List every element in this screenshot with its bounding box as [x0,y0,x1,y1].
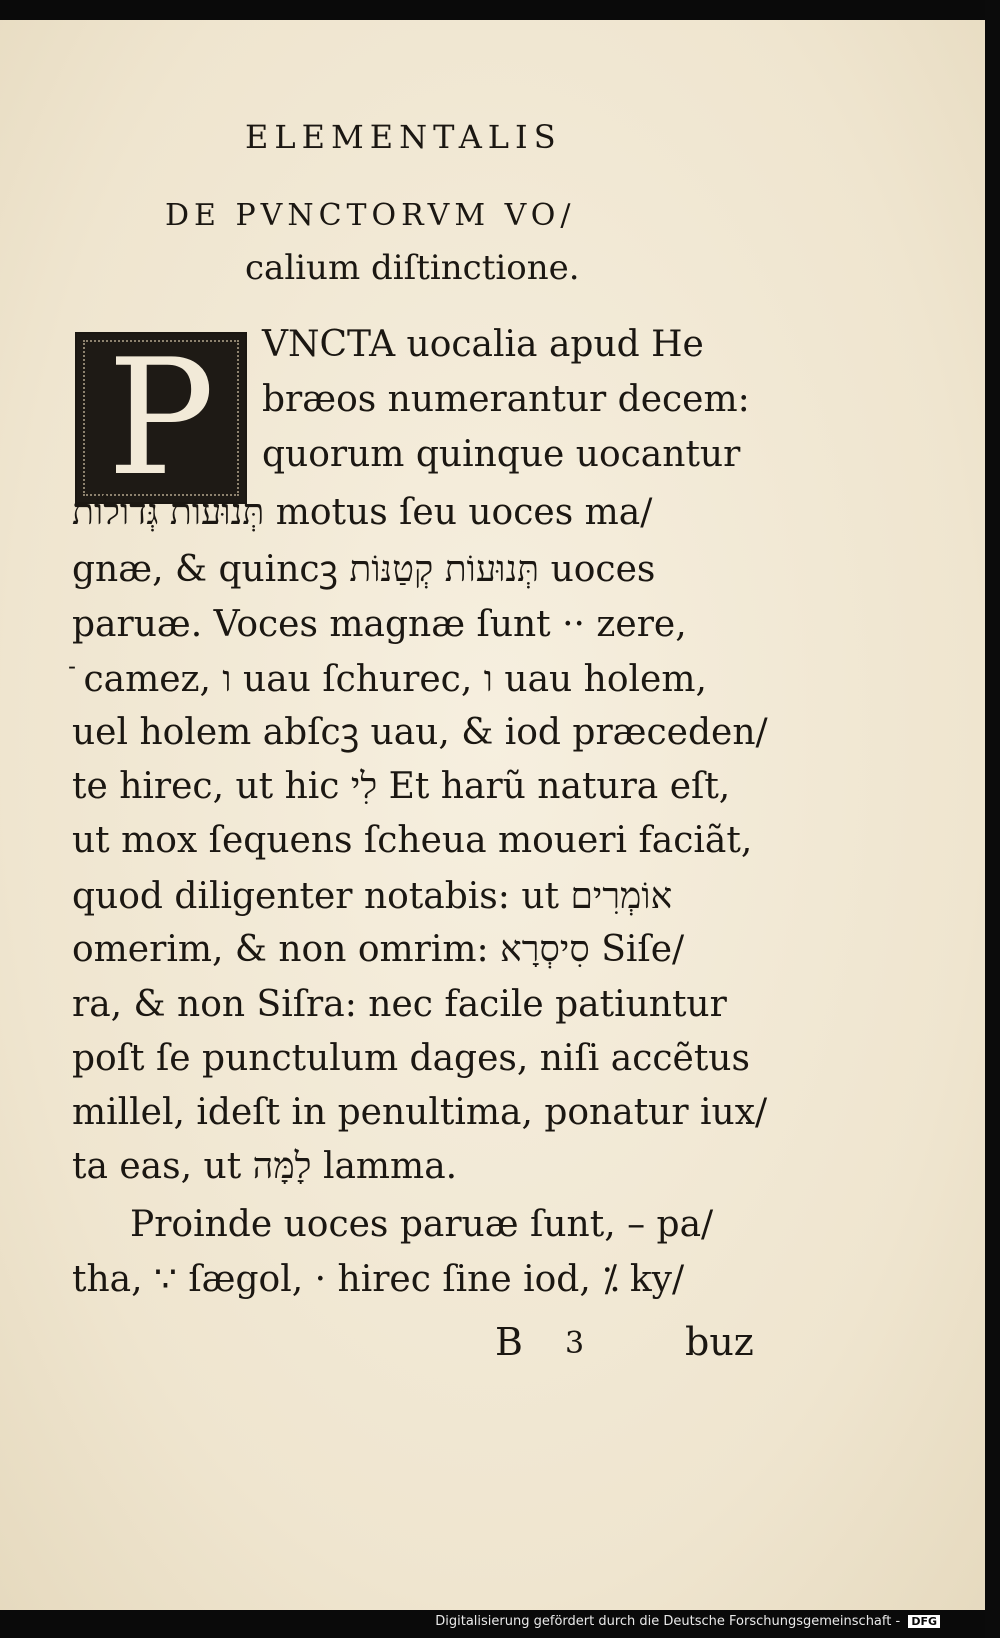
folio-number: 3 [565,1326,585,1361]
signature-mark: B [495,1320,523,1364]
text-line-11: quod diligenter notabis: ut אוֹמְרִים [72,876,673,917]
text-line-17: Proinde uoces paruæ ſunt, – pa/ [130,1204,714,1245]
initial-letter: P [107,332,215,504]
text-line-14: poſt ſe punctulum dages, niſi accẽtus [72,1038,750,1079]
digitization-credit [435,1614,940,1636]
running-head: ELEMENTALIS [245,118,562,156]
decorated-initial [75,332,247,504]
text-line-13: ra, & non Siſra: nec facile patiuntur [72,984,727,1025]
text-line-18: tha, ∵ ſægol, · hirec ſine iod, ⁒ ky/ [72,1259,685,1300]
book-page [0,20,985,1610]
credit-text: Digitalisierung gefördert durch die Deutsche Forschungsgemeinschaft - [435,1614,901,1629]
initial-ornament [83,332,239,504]
text-line-3: quorum quinque uocantur [262,434,741,475]
text-line-16: ta eas, ut לָמָּה lamma. [72,1146,458,1187]
text-line-1: VNCTA uocalia apud He [262,324,704,365]
catchword: buz [685,1320,754,1364]
dfg-logo: DFG [908,1615,940,1628]
text-line-4: תְּנוּעוֹת גְּדוֹלוֹת motus ſeu uoces ma/ [72,492,653,533]
text-line-10: ut mox ſequens ſcheua moueri faciãt, [72,820,753,861]
page-edge-shadow [985,0,1000,1638]
text-line-9: te hirec, ut hic לִי Et harũ natura eſt, [72,766,731,807]
text-line-7: ֿ camez, ו uau ſchurec, ו uau holem, [72,659,707,700]
text-line-12: omerim, & non omrim: סִיסְרָא Siſe/ [72,929,685,970]
section-title-line1: DE PVNCTORVM VO/ [165,198,576,233]
text-line-8: uel holem abſcꝫ uau, & iod præceden/ [72,712,768,753]
text-line-15: millel, ideſt in penultima, ponatur iux/ [72,1092,768,1133]
text-line-6: paruæ. Voces magnæ ſunt ·· zere, [72,604,687,645]
section-title-line2: calium diſtinctione. [245,248,580,288]
text-line-5: gnæ, & quincꝫ תְּנוּעוֹת קְטַנּוֹת uoces [72,549,656,590]
text-line-2: bræos numerantur decem: [262,379,750,420]
